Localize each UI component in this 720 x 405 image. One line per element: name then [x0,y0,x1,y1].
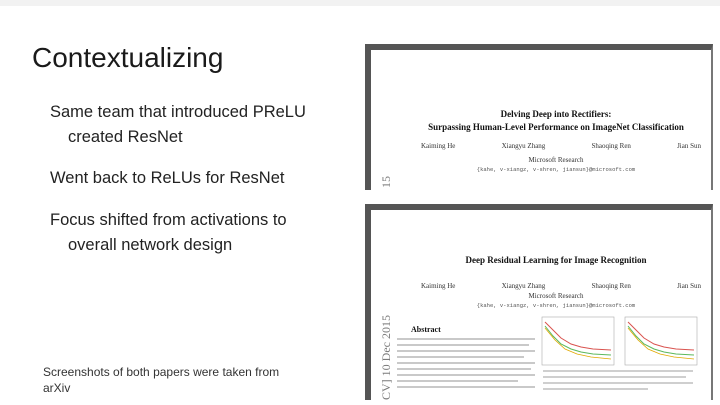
author: Shaoqing Ren [591,282,631,290]
figure-caption-block [543,370,693,394]
paper-screenshot-prelu [365,44,713,190]
paper-authors [421,282,701,290]
footnote: Screenshots of both papers were taken from arXiv [43,365,280,395]
author: Xiangyu Zhang [501,142,546,150]
abstract-text-block [397,338,535,392]
bullet-1-line1: Same team that introduced PReLU [50,103,306,121]
top-edge [0,0,720,6]
bullet-3-line1: Focus shifted from activations to [50,211,287,229]
author: Kaiming He [421,142,456,150]
paper-org: Microsoft Research [528,156,584,164]
abstract-heading: Abstract [411,325,441,334]
arxiv-margin-stamp: 15 [379,176,393,188]
paper-screenshot-resnet [365,204,713,400]
author: Xiangyu Zhang [501,282,546,290]
bullet-1 [50,100,350,150]
paper-title: Deep Residual Learning for Image Recognition [465,255,647,265]
slide-title: Contextualizing [32,42,224,73]
author: Jian Sun [677,142,701,150]
bullet-3-line2: overall network design [68,236,233,254]
arxiv-margin-stamp: CV] 10 Dec 2015 [379,315,393,400]
bullet-2-line1: Went back to ReLUs for ResNet [50,169,285,187]
author: Shaoqing Ren [591,142,631,150]
author: Kaiming He [421,282,456,290]
author: Jian Sun [677,282,701,290]
paper-email: {kahe, v-xiangz, v-shren, jiansun}@microsoft.com [476,302,636,309]
bullet-3 [50,208,350,258]
paper-org: Microsoft Research [528,292,584,300]
bullet-1-line2: created ResNet [68,128,183,146]
paper-email: {kahe, v-xiangz, v-shren, jiansun}@microsoft.com [476,166,636,173]
training-error-figure [541,316,701,366]
bullet-2 [50,166,350,191]
paper-title-line1: Delving Deep into Rectifiers: [500,109,612,119]
paper-title-line2: Surpassing Human-Level Performance on ImageNet Classification [428,122,684,132]
paper-authors [421,142,701,150]
